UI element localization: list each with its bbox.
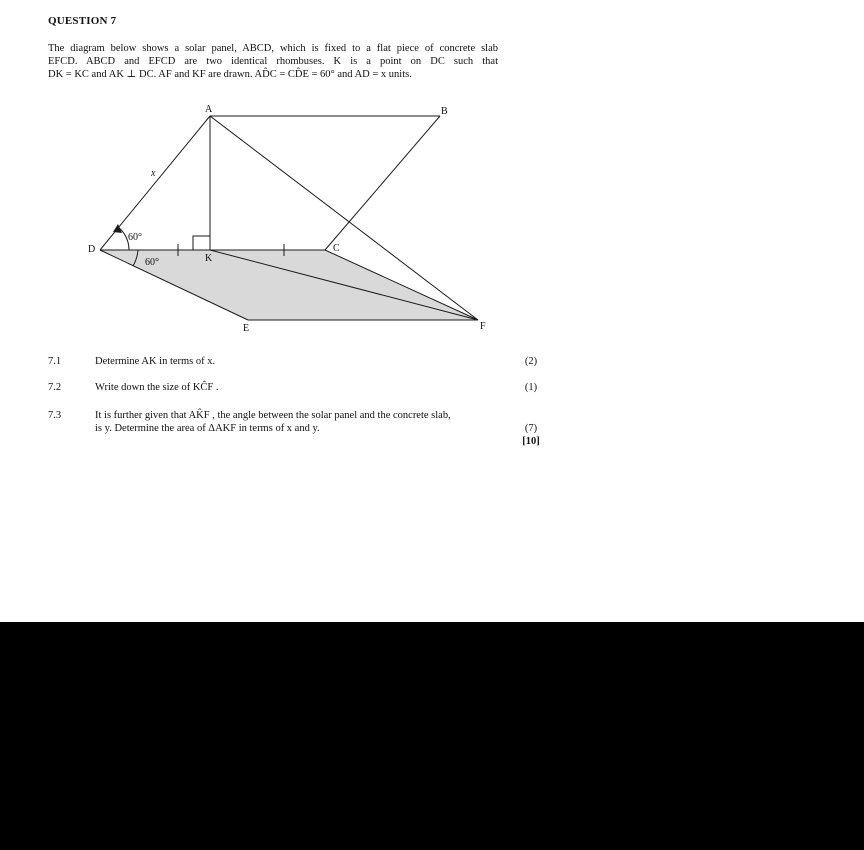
label-f: F xyxy=(480,321,486,332)
intro-line-1: The diagram below shows a solar panel, ABCD, which is fixed to a flat piece of concrete slab xyxy=(48,43,498,54)
label-a: A xyxy=(205,104,213,115)
intro-line-3: DK = KC and AK ⊥ DC. AF and KF are drawn. AD̂C = CD̂E = 60° and AD = x units. xyxy=(48,69,412,80)
subquestion-marks: (1) xyxy=(524,382,538,393)
edge-bc xyxy=(325,116,440,250)
subquestion-text: Write down the size of KĈF . xyxy=(95,382,219,393)
subquestion-marks: (7) xyxy=(524,423,538,434)
subquestion-marks: (2) xyxy=(524,356,538,367)
intro-line-2: EFCD. ABCD and EFCD are two identical rhombuses. K is a point on DC such that xyxy=(48,56,498,67)
label-k: K xyxy=(205,253,213,264)
right-angle-marker xyxy=(193,236,210,250)
solar-panel-diagram xyxy=(0,0,864,345)
label-side-x: x xyxy=(151,168,156,179)
label-c: C xyxy=(333,243,340,254)
label-e: E xyxy=(243,323,250,334)
subquestion-text xyxy=(95,409,515,435)
subquestion-number: 7.3 xyxy=(48,410,62,421)
label-d: D xyxy=(88,244,96,255)
subquestion-text-line-2: is y. Determine the area of ΔAKF in terms of x and y. xyxy=(95,423,320,434)
subquestion-text-line-1: It is further given that AK̂F , the angle between the solar panel and the concrete slab, xyxy=(95,410,451,421)
label-angle-adc: 60° xyxy=(128,232,142,243)
label-angle-cde: 60° xyxy=(145,257,159,268)
question-total-marks: [10] xyxy=(522,436,540,447)
subquestion-text: Determine AK in terms of x. xyxy=(95,356,216,367)
subquestion-number: 7.2 xyxy=(48,382,62,393)
subquestion-number: 7.1 xyxy=(48,356,62,367)
label-b: B xyxy=(441,106,448,117)
question-heading: QUESTION 7 xyxy=(48,15,117,27)
